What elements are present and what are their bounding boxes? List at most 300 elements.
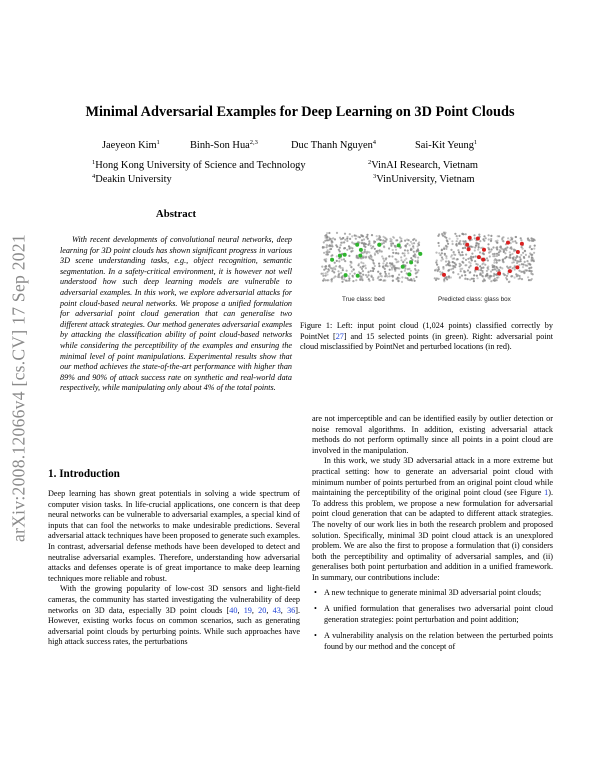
cloud-point [530, 237, 532, 239]
right-paragraph-2: In this work, we study 3D adversarial attack in a more extreme but practical setting: how to generate an adversarial point cloud with minimum number of points perturbed from an original point cloud while maintaining the perceptibility of the original point cloud (see Figure 1). To address this problem, we propose a new formulation for adversarial point cloud generation that can be adapted to different attack strategies. The novelty of our work lies in both the research problem and proposed solution. Specifically, minimal 3D point cloud attack is an unexplored problem. We are also the first to propose a formulation that (i) considers both the perceptibility and optimality of adversarial samples, and (ii) generalises both point perturbation and addition in a unified framework. In summary, our contributions include: [312, 456, 553, 582]
cloud-point [329, 266, 331, 268]
cloud-point [372, 246, 374, 248]
intro-heading: 1. Introduction [48, 468, 120, 480]
cloud-point [404, 268, 406, 270]
cloud-point [364, 249, 366, 251]
cloud-point [489, 275, 491, 277]
cloud-point [334, 238, 336, 240]
cloud-point [378, 265, 380, 267]
cloud-point [479, 274, 481, 276]
cloud-point [475, 244, 477, 246]
affiliation-4: $^4$Deakin University [92, 173, 172, 185]
highlighted-point [465, 243, 469, 247]
intro-paragraph-2: With the growing popularity of low-cost 3D sensors and light-field cameras, the community has started investigating the vulnerability of deep networks on 3D data, especially 3D point clouds [40, 19, 20, 43, 36]. However, existing works focus on common scenarios, such as generating adversarial point clouds by perturbing points. While such approaches have high attack success rates, the perturbations [48, 584, 301, 647]
cloud-point [360, 234, 362, 236]
cloud-point [515, 236, 517, 238]
cloud-point [497, 235, 499, 237]
cloud-point [344, 239, 346, 241]
cloud-point [385, 238, 387, 240]
cloud-point [363, 255, 365, 257]
cloud-point [459, 263, 461, 265]
cloud-point [465, 259, 467, 261]
highlighted-point [442, 273, 446, 277]
cloud-point [456, 258, 458, 260]
cloud-point [354, 234, 356, 236]
cloud-point [415, 239, 417, 241]
cloud-point [446, 246, 448, 248]
cloud-point [512, 267, 514, 269]
contributions-list [312, 588, 553, 653]
cloud-point [348, 255, 350, 257]
cloud-point [328, 264, 330, 266]
cloud-point [370, 270, 372, 272]
citation-link[interactable]: 27 [335, 331, 344, 341]
abstract-heading: Abstract [155, 208, 197, 220]
cloud-point [509, 251, 511, 253]
cloud-point [533, 248, 535, 250]
cloud-point [518, 264, 520, 266]
cloud-point [405, 258, 407, 260]
cloud-point [388, 273, 390, 275]
cloud-point [395, 249, 397, 251]
cloud-point [446, 278, 448, 280]
cloud-point [524, 250, 526, 252]
cloud-point [468, 266, 470, 268]
cloud-point [481, 270, 483, 272]
cloud-point [488, 248, 490, 250]
cloud-point [486, 274, 488, 276]
cloud-point [487, 259, 489, 261]
cloud-point [384, 268, 386, 270]
cloud-point [493, 262, 495, 264]
cloud-point [519, 256, 521, 258]
cloud-point [411, 279, 413, 281]
cloud-point [406, 243, 408, 245]
cloud-point [362, 270, 364, 272]
cloud-point [324, 266, 326, 268]
cloud-point [434, 269, 436, 271]
cloud-point [462, 240, 464, 242]
cloud-point [361, 239, 363, 241]
cloud-point [494, 255, 496, 257]
cloud-point [343, 278, 345, 280]
figure-caption: Figure 1: Left: input point cloud (1,024 points) classified correctly by PointNet [27] and 15 selected points (in green). Right: adversarial point cloud misclassified by PointNet and perturbed locations (in red). [300, 321, 553, 351]
citation-link[interactable]: 43 [272, 605, 281, 615]
cloud-point [415, 269, 417, 271]
cloud-point [368, 256, 370, 258]
cloud-point [492, 269, 494, 271]
cloud-point [514, 277, 516, 279]
cloud-point [346, 240, 348, 242]
cloud-point [397, 261, 399, 263]
cloud-point [515, 242, 517, 244]
cloud-point [396, 239, 398, 241]
cloud-point [463, 243, 465, 245]
cloud-point [450, 249, 452, 251]
cloud-point [404, 270, 406, 272]
cloud-point [458, 242, 460, 244]
cloud-point [362, 242, 364, 244]
cloud-point [393, 265, 395, 267]
arxiv-stamp [8, 208, 30, 568]
cloud-point [397, 277, 399, 279]
cloud-point [393, 237, 395, 239]
contribution-item: • A unified formulation that generalises two adversarial point cloud generation strategies: point perturbation and point addition; [312, 604, 553, 625]
cloud-point [418, 244, 420, 246]
cloud-point [322, 275, 324, 277]
cloud-point [351, 235, 353, 237]
highlighted-point [481, 258, 485, 262]
cloud-point [385, 264, 387, 266]
cloud-point [407, 250, 409, 252]
cloud-point [441, 249, 443, 251]
cloud-point [339, 267, 341, 269]
highlighted-point [476, 237, 480, 241]
cloud-point [510, 237, 512, 239]
cloud-point [523, 256, 525, 258]
cloud-point [389, 238, 391, 240]
cloud-point [359, 236, 361, 238]
cloud-point [340, 272, 342, 274]
cloud-point [436, 277, 438, 279]
cloud-point [374, 265, 376, 267]
cloud-point [349, 273, 351, 275]
cloud-point [511, 275, 513, 277]
cloud-point [383, 260, 385, 262]
cloud-point [482, 275, 484, 277]
highlighted-point [344, 273, 348, 277]
cloud-point [487, 268, 489, 270]
cloud-point [406, 262, 408, 264]
cloud-point [454, 266, 456, 268]
cloud-point [452, 243, 454, 245]
cloud-point [479, 265, 481, 267]
cloud-point [439, 254, 441, 256]
cloud-point [471, 278, 473, 280]
cloud-point [414, 265, 416, 267]
cloud-point [381, 243, 383, 245]
cloud-point [492, 246, 494, 248]
cloud-point [520, 237, 522, 239]
point-cloud-original [314, 226, 426, 290]
cloud-point [413, 255, 415, 257]
highlighted-point [356, 274, 360, 278]
cloud-point [496, 270, 498, 272]
cloud-point [457, 273, 459, 275]
highlighted-point [358, 254, 362, 258]
cloud-point [446, 239, 448, 241]
cloud-point [360, 266, 362, 268]
cloud-point [341, 278, 343, 280]
cloud-point [402, 261, 404, 263]
cloud-point [417, 261, 419, 263]
contribution-item: • A new technique to generate minimal 3D adversarial point clouds; [312, 588, 553, 599]
cloud-point [365, 251, 367, 253]
cloud-point [338, 274, 340, 276]
cloud-point [365, 267, 367, 269]
cloud-point [449, 238, 451, 240]
cloud-point [457, 249, 459, 251]
cloud-point [512, 241, 514, 243]
cloud-point [530, 279, 532, 281]
cloud-point [414, 280, 416, 282]
cloud-point [373, 268, 375, 270]
cloud-point [503, 248, 505, 250]
cloud-point [381, 255, 383, 257]
cloud-point [490, 238, 492, 240]
cloud-point [459, 277, 461, 279]
cloud-point [404, 245, 406, 247]
cloud-point [462, 262, 464, 264]
cloud-point [435, 252, 437, 254]
cloud-point [348, 275, 350, 277]
cloud-point [455, 263, 457, 265]
cloud-point [340, 244, 342, 246]
cloud-point [382, 258, 384, 260]
cloud-point [464, 278, 466, 280]
cloud-point [377, 250, 379, 252]
cloud-point [454, 254, 456, 256]
cloud-point [438, 268, 440, 270]
cloud-point [459, 268, 461, 270]
cloud-point [323, 252, 325, 254]
cloud-point [520, 260, 522, 262]
cloud-point [495, 247, 497, 249]
cloud-point [397, 252, 399, 254]
cloud-point [389, 269, 391, 271]
cloud-point [404, 240, 406, 242]
author-4: Sai-Kit Yeung$^1$ [415, 139, 478, 151]
cloud-point [506, 275, 508, 277]
cloud-point [527, 239, 529, 241]
cloud-point [530, 273, 532, 275]
cloud-point [393, 267, 395, 269]
cloud-point [336, 260, 338, 262]
cloud-point [400, 271, 402, 273]
cloud-point [500, 247, 502, 249]
cloud-point [474, 237, 476, 239]
cloud-point [480, 267, 482, 269]
highlighted-point [401, 265, 405, 269]
citation-link[interactable]: 40 [229, 605, 238, 615]
cloud-point [415, 276, 417, 278]
cloud-point [362, 265, 364, 267]
cloud-point [372, 259, 374, 261]
cloud-point [390, 245, 392, 247]
cloud-point [496, 259, 498, 261]
cloud-point [397, 267, 399, 269]
cloud-point [436, 259, 438, 261]
cloud-point [462, 254, 464, 256]
cloud-point [328, 269, 330, 271]
highlighted-point [497, 271, 501, 275]
cloud-point [398, 274, 400, 276]
citation-link[interactable]: 20 [258, 605, 267, 615]
cloud-point [382, 262, 384, 264]
cloud-point [468, 261, 470, 263]
cloud-point [488, 252, 490, 254]
cloud-point [358, 242, 360, 244]
cloud-point [529, 246, 531, 248]
cloud-point [507, 237, 509, 239]
cloud-point [469, 271, 471, 273]
cloud-point [502, 259, 504, 261]
intro-paragraph-1: Deep learning has shown great potentials in solving a wide spectrum of computer vision tasks. In life-crucial applications, one concern is that deep neural networks can be vulnerable to adversarial examples, a special kind of inputs that can fool the networks to make undesirable predictions. Several adversarial attack techniques have been proposed to generate such examples. In contrast, adversarial defense methods have been developed to detect and neutralise adversarial examples. Therefore, understanding how adversarial attacks and defenses operate is of great importance to make deep learning techniques more reliable and robust. [48, 489, 300, 583]
cloud-point [368, 278, 370, 280]
cloud-point [519, 277, 521, 279]
cloud-point [334, 275, 336, 277]
cloud-point [501, 267, 503, 269]
cloud-point [499, 250, 501, 252]
cloud-point [473, 234, 475, 236]
cloud-point [344, 247, 346, 249]
cloud-point [340, 242, 342, 244]
cloud-point [331, 241, 333, 243]
cloud-point [437, 266, 439, 268]
cloud-point [438, 252, 440, 254]
cloud-point [520, 239, 522, 241]
cloud-point [339, 250, 341, 252]
cloud-point [482, 280, 484, 282]
cloud-point [372, 279, 374, 281]
cloud-point [492, 253, 494, 255]
cloud-point [464, 274, 466, 276]
cloud-point [365, 256, 367, 258]
highlighted-point [482, 248, 486, 252]
cloud-point [470, 256, 472, 258]
cloud-point [533, 260, 535, 262]
cloud-point [328, 232, 330, 234]
cloud-point [392, 249, 394, 251]
cloud-point [465, 254, 467, 256]
cloud-point [434, 277, 436, 279]
cloud-point [497, 276, 499, 278]
cloud-point [328, 239, 330, 241]
cloud-point [397, 280, 399, 282]
cloud-point [475, 255, 477, 257]
cloud-point [531, 248, 533, 250]
cloud-point [384, 271, 386, 273]
cloud-point [451, 254, 453, 256]
cloud-point [346, 238, 348, 240]
cloud-point [415, 272, 417, 274]
cloud-point [520, 258, 522, 260]
cloud-point [452, 272, 454, 274]
cloud-point [372, 262, 374, 264]
cloud-point [491, 248, 493, 250]
cloud-point [324, 240, 326, 242]
cloud-point [350, 261, 352, 263]
point-cloud-adversarial [428, 226, 540, 290]
cloud-point [371, 276, 373, 278]
cloud-point [339, 247, 341, 249]
cloud-point [533, 252, 535, 254]
abstract-body [60, 235, 292, 394]
citation-link[interactable]: 36 [287, 605, 296, 615]
highlighted-point [355, 243, 359, 247]
cloud-point [370, 245, 372, 247]
figure-reference-link[interactable]: 1 [544, 488, 549, 498]
cloud-point [339, 237, 341, 239]
author-2: Binh-Son Hua$^{2,3}$ [190, 139, 258, 151]
cloud-point [404, 249, 406, 251]
cloud-point [445, 248, 447, 250]
cloud-point [360, 272, 362, 274]
cloud-point [496, 267, 498, 269]
cloud-point [530, 260, 532, 262]
cloud-point [524, 261, 526, 263]
cloud-point [482, 238, 484, 240]
cloud-point [325, 272, 327, 274]
cloud-point [447, 243, 449, 245]
cloud-point [351, 270, 353, 272]
cloud-point [483, 235, 485, 237]
highlighted-point [359, 248, 363, 252]
cloud-point [494, 268, 496, 270]
cloud-point [355, 238, 357, 240]
cloud-point [504, 252, 506, 254]
cloud-point [526, 269, 528, 271]
cloud-point [413, 251, 415, 253]
cloud-point [526, 260, 528, 262]
cloud-point [330, 248, 332, 250]
cloud-point [490, 280, 492, 282]
author-1: Jaeyeon Kim$^1$ [102, 139, 160, 151]
cloud-point [513, 261, 515, 263]
cloud-point [478, 234, 480, 236]
paper-title: Minimal Adversarial Examples for Deep Learning on 3D Point Clouds [85, 104, 515, 120]
cloud-point [528, 256, 530, 258]
cloud-point [355, 279, 357, 281]
cloud-point [486, 257, 488, 259]
cloud-point [366, 234, 368, 236]
highlighted-point [475, 266, 479, 270]
cloud-point [440, 273, 442, 275]
cloud-point [456, 238, 458, 240]
highlighted-point [516, 250, 520, 254]
cloud-point [353, 268, 355, 270]
cloud-point [412, 245, 414, 247]
cloud-point [342, 267, 344, 269]
cloud-point [508, 281, 510, 283]
cloud-point [344, 233, 346, 235]
cloud-point [459, 265, 461, 267]
cloud-point [502, 240, 504, 242]
citation-link[interactable]: 19 [243, 605, 252, 615]
cloud-point [362, 274, 364, 276]
cloud-point [342, 237, 344, 239]
cloud-point [383, 236, 385, 238]
cloud-point [461, 251, 463, 253]
figure-label-predicted-class: Predicted class: glass box [438, 296, 511, 303]
cloud-point [368, 240, 370, 242]
cloud-point [384, 279, 386, 281]
cloud-point [514, 268, 516, 270]
cloud-point [392, 279, 394, 281]
cloud-point [381, 275, 383, 277]
cloud-point [379, 273, 381, 275]
cloud-point [442, 266, 444, 268]
cloud-point [341, 281, 343, 283]
cloud-point [410, 257, 412, 259]
cloud-point [334, 262, 336, 264]
cloud-point [443, 232, 445, 234]
cloud-point [496, 253, 498, 255]
cloud-point [474, 249, 476, 251]
cloud-point [496, 241, 498, 243]
cloud-point [465, 264, 467, 266]
cloud-point [438, 233, 440, 235]
